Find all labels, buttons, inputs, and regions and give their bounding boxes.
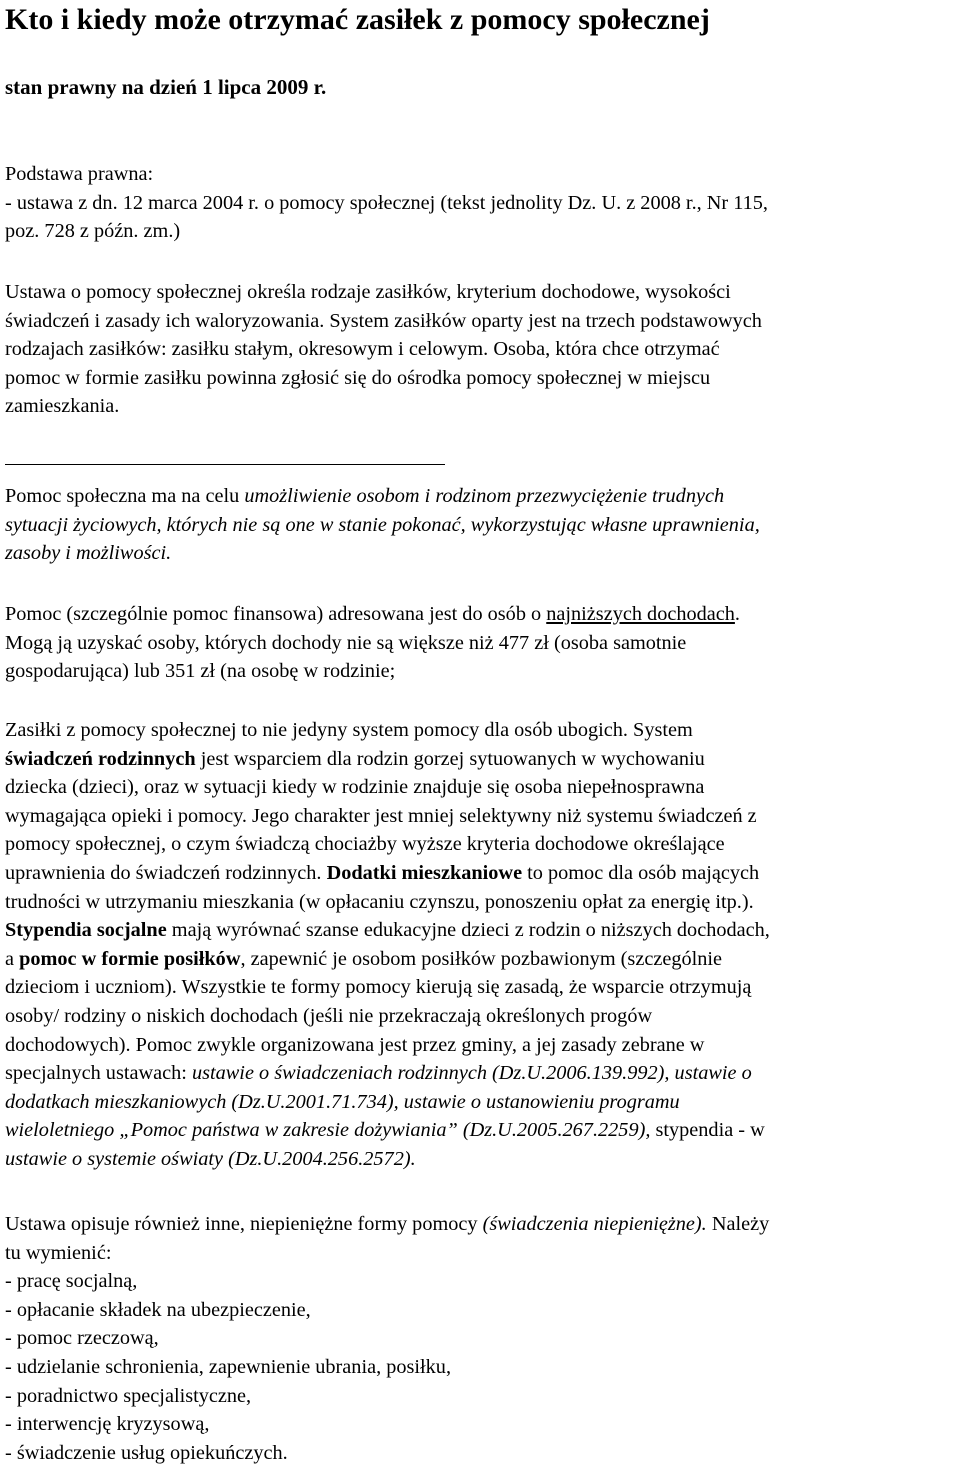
- list-item: - poradnictwo specjalistyczne,: [5, 1384, 252, 1407]
- footnote-italic: umożliwienie osobom i rodzinom przezwyciężenie trudnych: [244, 485, 725, 507]
- text-span: a: [5, 947, 20, 970]
- list-item: - świadczenie usług opiekuńczych.: [5, 1441, 288, 1464]
- paragraph-line: [5, 945, 955, 974]
- text-span: mają wyrównać szanse edukacyjne dzieci z rodzin o niższych dochodach,: [166, 919, 770, 942]
- page-title: Kto i kiedy może otrzymać zasiłek z pomocy społecznej: [5, 3, 710, 36]
- paragraph-line: [5, 859, 955, 888]
- other-forms-paragraph: [5, 1210, 955, 1467]
- text-span: uprawnienia do świadczeń rodzinnych.: [5, 861, 327, 884]
- paragraph-line: [5, 600, 955, 629]
- law-citation: dodatkach mieszkaniowych (Dz.U.2001.71.734), ustawie o ustanowieniu programu: [5, 1090, 680, 1113]
- text-span: , zapewnić je osobom posiłków pozbawionym (szczególnie: [240, 947, 723, 970]
- legal-status-date: stan prawny na dzień 1 lipca 2009 r.: [5, 75, 327, 99]
- paragraph-line: Mogą ją uzyskać osoby, których dochody nie są większe niż 477 zł (osoba samotnie: [5, 631, 687, 654]
- text-span: stypendia - w: [650, 1119, 765, 1142]
- footnote-separator: [5, 464, 445, 465]
- paragraph-line: osoby/ rodziny o niskich dochodach (jeśli nie przekraczają określonych progów: [5, 1004, 653, 1027]
- paragraph-line: zamieszkania.: [5, 395, 120, 418]
- law-citation: wieloletniego „Pomoc państwa w zakresie dożywiania” (Dz.U.2005.267.2259),: [5, 1119, 651, 1142]
- income-paragraph: [5, 600, 955, 686]
- paragraph-line: sytuacji życiowych, których nie są one w stanie pokonać, wykorzystując własne uprawnienia,: [5, 513, 760, 536]
- law-citation: ustawie o systemie oświaty (Dz.U.2004.256.2572).: [5, 1147, 416, 1170]
- text-span: Ustawa opisuje również inne, niepieniężne formy pomocy: [5, 1213, 483, 1235]
- italic-term: (świadczenia niepieniężne).: [482, 1213, 707, 1235]
- text-span: .: [734, 603, 740, 625]
- paragraph-line: wymagająca opieki i pomocy. Jego charakter jest mniej selektywny niż systemu świadczeń z: [5, 804, 757, 827]
- paragraph-line: [5, 1059, 955, 1088]
- paragraph-line: Zasiłki z pomocy społecznej to nie jedyny system pomocy dla osób ubogich. System: [5, 719, 693, 741]
- law-citation: ustawie o świadczeniach rodzinnych (Dz.U.2006.139.992), ustawie o: [191, 1062, 752, 1085]
- bold-term: Dodatki mieszkaniowe: [326, 861, 523, 884]
- footnote-lead: Pomoc społeczna ma na celu: [5, 485, 245, 507]
- paragraph-line: [5, 745, 955, 774]
- text-span: Należy: [706, 1213, 770, 1235]
- paragraph-line: dochodowych). Pomoc zwykle organizowana jest przez gminy, a jej zasady zebrane w: [5, 1033, 705, 1056]
- paragraph-line: [5, 1210, 955, 1239]
- paragraph-line: dzieciom i uczniom). Wszystkie te formy pomocy kierują się zasadą, że wsparcie otrzymują: [5, 976, 752, 999]
- list-item: - interwencję kryzysową,: [5, 1413, 210, 1436]
- bold-term: świadczeń rodzinnych: [5, 747, 196, 770]
- paragraph-line: zasoby i możliwości.: [5, 542, 172, 565]
- legal-basis-label: Podstawa prawna:: [5, 163, 154, 185]
- paragraph-line: tu wymienić:: [5, 1241, 112, 1264]
- text-span: specjalnych ustawach:: [5, 1062, 192, 1085]
- text-span: jest wsparciem dla rodzin gorzej sytuowanych w wychowaniu: [195, 747, 705, 770]
- intro-paragraph: [5, 278, 955, 421]
- legal-basis: [5, 160, 955, 246]
- paragraph-line: trudności w utrzymaniu mieszkania (w opłacaniu czynszu, ponoszeniu opłat za energię itp.).: [5, 890, 754, 913]
- systems-paragraph: [5, 716, 955, 1174]
- paragraph-line: [5, 1116, 955, 1145]
- paragraph-line: pomocy społecznej, o czym świadczą chociażby wyższe kryteria dochodowe określające: [5, 833, 725, 856]
- footnote-paragraph: [5, 482, 955, 568]
- paragraph-line: rodzajach zasiłków: zasiłku stałym, okresowym i celowym. Osoba, która chce otrzymać: [5, 338, 720, 361]
- paragraph-line: pomoc w formie zasiłku powinna zgłosić się do ośrodka pomocy społecznej w miejscu: [5, 366, 711, 389]
- bold-term: pomoc w formie posiłków: [19, 947, 241, 970]
- text-span: to pomoc dla osób mających: [522, 861, 760, 884]
- legal-basis-line: poz. 728 z późn. zm.): [5, 220, 181, 243]
- paragraph-line: dziecka (dzieci), oraz w sytuacji kiedy w rodzinie znajduje się osoba niepełnosprawna: [5, 776, 705, 799]
- bold-term: Stypendia socjalne: [5, 919, 167, 942]
- paragraph-line: świadczeń i zasady ich waloryzowania. System zasiłków oparty jest na trzech podstawowych: [5, 309, 762, 332]
- paragraph-line: [5, 482, 955, 511]
- list-item: - opłacanie składek na ubezpieczenie,: [5, 1298, 311, 1321]
- list-item: - pracę socjalną,: [5, 1270, 138, 1293]
- lowest-income-link[interactable]: najniższych dochodach: [546, 603, 735, 625]
- list-item: - udzielanie schronienia, zapewnienie ubrania, posiłku,: [5, 1355, 452, 1378]
- paragraph-line: Ustawa o pomocy społecznej określa rodzaje zasiłków, kryterium dochodowe, wysokości: [5, 281, 731, 303]
- legal-basis-line: - ustawa z dn. 12 marca 2004 r. o pomocy społecznej (tekst jednolity Dz. U. z 2008 r., Nr 115,: [5, 191, 768, 214]
- list-item: - pomoc rzeczową,: [5, 1327, 159, 1350]
- paragraph-line: gospodarująca) lub 351 zł (na osobę w rodzinie;: [5, 660, 396, 683]
- text-span: Pomoc (szczególnie pomoc finansowa) adresowana jest do osób o: [5, 603, 547, 625]
- paragraph-line: [5, 916, 955, 945]
